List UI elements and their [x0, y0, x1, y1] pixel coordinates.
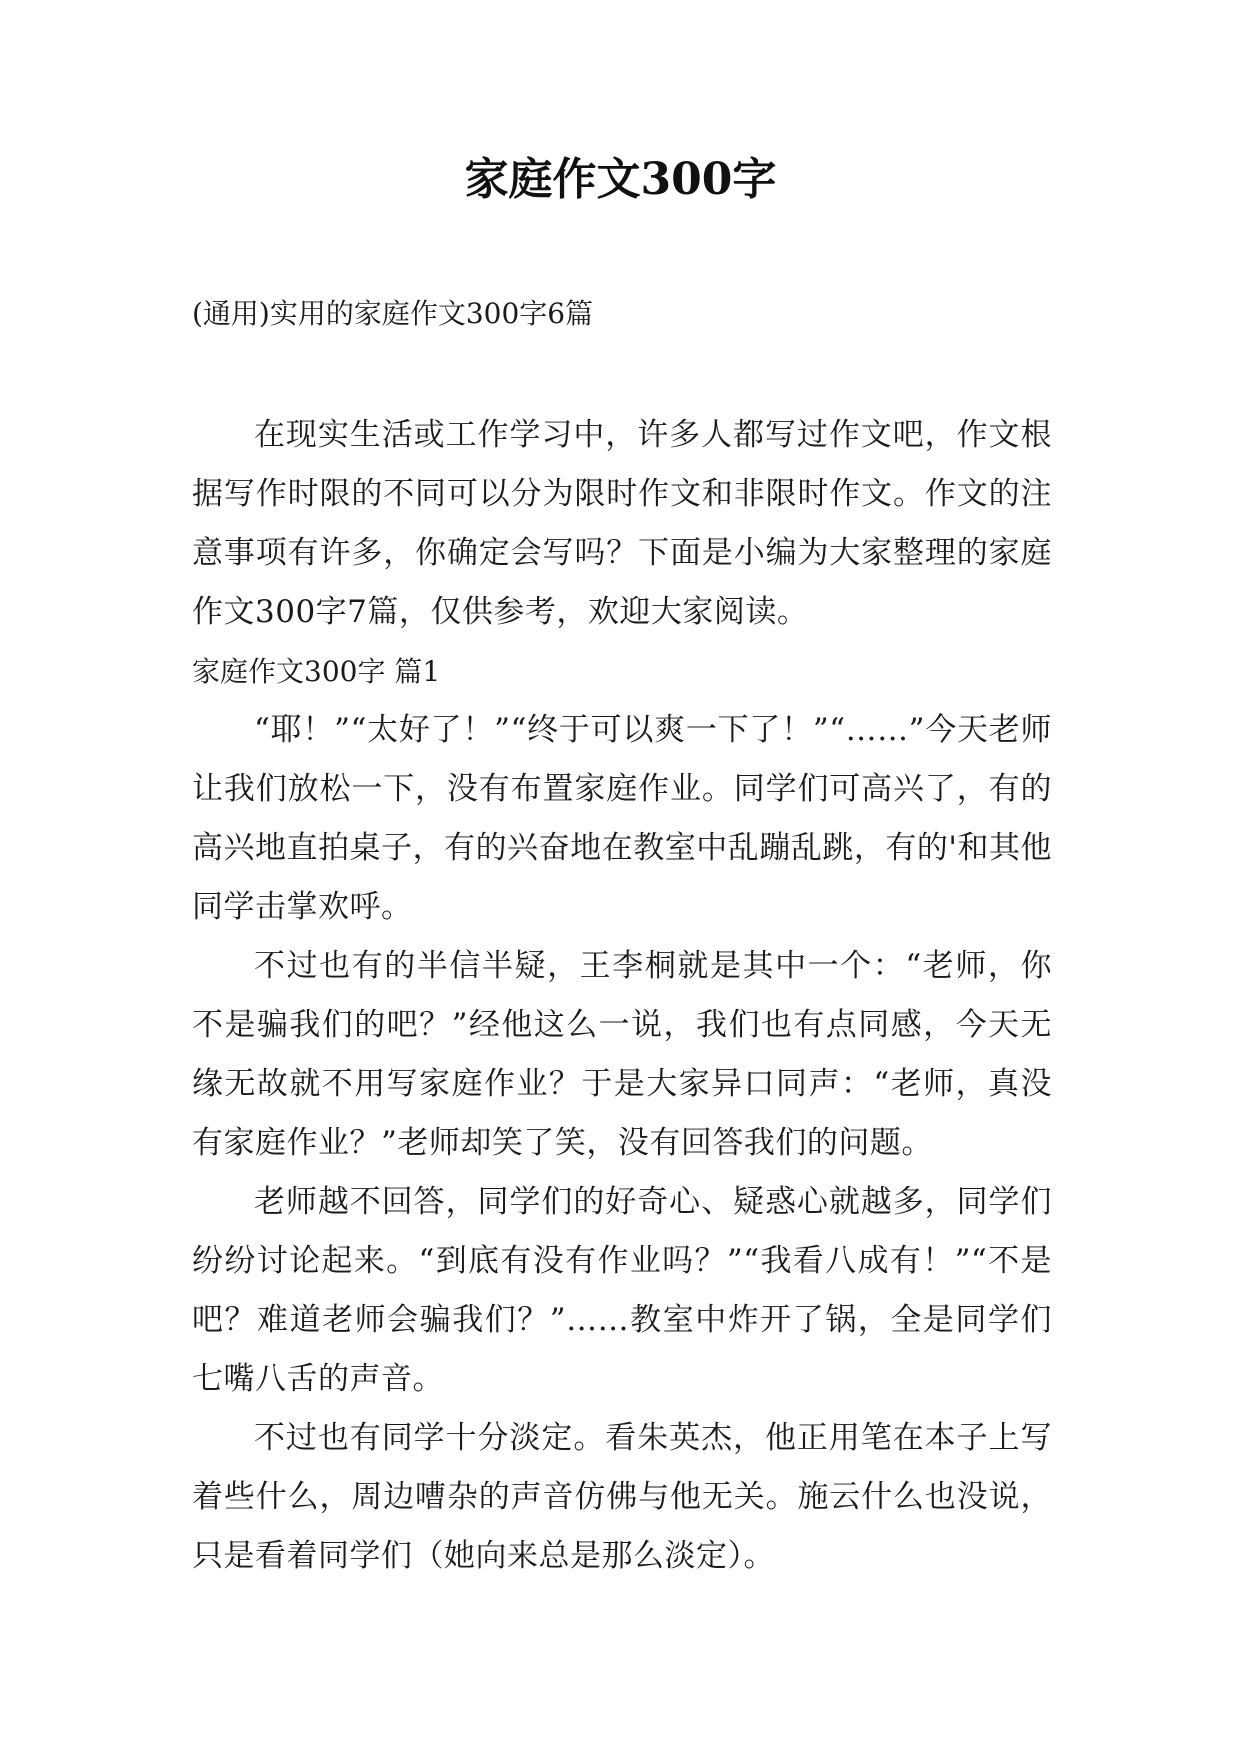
page-title: 家庭作文300字 [464, 154, 777, 205]
section-heading: 家庭作文300字 篇1 [192, 655, 441, 688]
body-paragraph: “耶！”“太好了！”“终于可以爽一下了！”“……”今天老师让我们放松一下，没有布置家庭作业。同学们可高兴了，有的高兴地直拍桌子，有的兴奋地在教室中乱蹦乱跳，有的'和其他同学击掌欢呼。 [192, 712, 1052, 925]
body-paragraph: 老师越不回答，同学们的好奇心、疑惑心就越多，同学们纷纷讨论起来。“到底有没有作业吗？”“我看八成有！”“不是吧？难道老师会骗我们？”……教室中炸开了锅，全是同学们七嘴八舌的声音。 [192, 1184, 1052, 1397]
document-subtitle: (通用)实用的家庭作文300字6篇 [192, 297, 594, 330]
body-paragraph: 不过也有同学十分淡定。看朱英杰，他正用笔在本子上写着些什么，周边嘈杂的声音仿佛与他无关。施云什么也没说，只是看着同学们（她向来总是那么淡定）。 [192, 1420, 1052, 1574]
intro-paragraph: 在现实生活或工作学习中，许多人都写过作文吧，作文根据写作时限的不同可以分为限时作文和非限时作文。作文的注意事项有许多，你确定会写吗？下面是小编为大家整理的家庭作文300字7篇，仅供参考，欢迎大家阅读。 [192, 417, 1052, 630]
document-body [192, 406, 1052, 1586]
body-paragraph: 不过也有的半信半疑，王李桐就是其中一个：“老师，你不是骗我们的吧？”经他这么一说，我们也有点同感，今天无缘无故就不用写家庭作业？于是大家异口同声：“老师，真没有家庭作业？”老师却笑了笑，没有回答我们的问题。 [192, 948, 1052, 1161]
